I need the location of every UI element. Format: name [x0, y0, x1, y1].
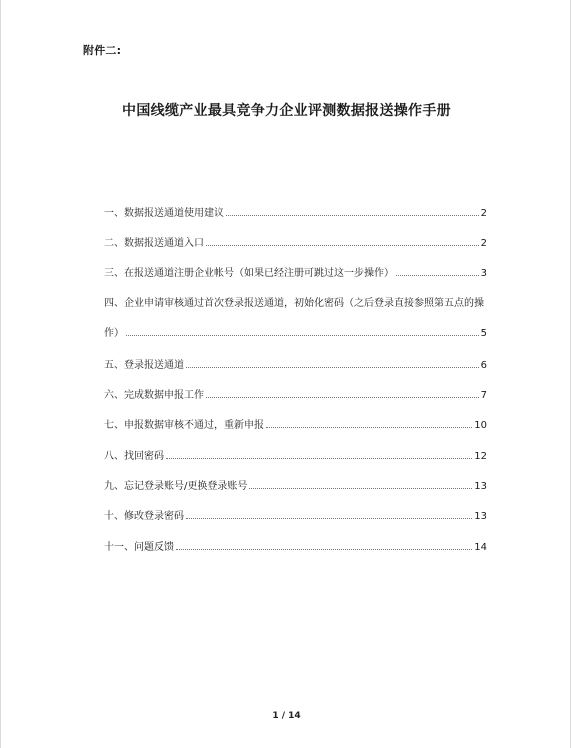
toc-entry-text: 七、申报数据审核不通过，重新申报	[104, 420, 264, 431]
toc-entry-text: 三、在报送通道注册企业帐号（如果已经注册可跳过这一步操作）	[104, 268, 394, 279]
toc-page-number: 12	[474, 451, 487, 462]
toc-entry-2[interactable]	[104, 237, 487, 251]
toc-entry-6[interactable]	[104, 389, 487, 403]
toc-page-number: 5	[480, 328, 487, 339]
toc-leader-dots	[249, 488, 472, 489]
toc-entry-text: 六、完成数据申报工作	[104, 390, 204, 401]
toc-leader-dots	[186, 367, 479, 368]
toc-leader-dots	[226, 215, 479, 216]
toc-entry-text: 十一、问题反馈	[104, 542, 174, 553]
toc-page-number: 14	[474, 542, 487, 553]
document-title: 中国线缆产业最具竞争力企业评测数据报送操作手册	[122, 103, 451, 119]
toc-page-number: 2	[480, 208, 487, 219]
toc-entry-text: 十、修改登录密码	[104, 511, 184, 522]
toc-entry-1[interactable]	[104, 207, 487, 221]
toc-page-number: 13	[474, 481, 487, 492]
toc-page-number: 2	[480, 238, 487, 249]
toc-entry-text: 九、忘记登录账号/更换登录账号	[104, 481, 248, 492]
page-number-footer: 1 / 14	[272, 711, 301, 721]
toc-leader-dots	[166, 458, 472, 459]
toc-entry-text: 一、数据报送通道使用建议	[104, 208, 224, 219]
toc-leader-dots	[206, 245, 479, 246]
attachment-label: 附件二:	[83, 44, 122, 57]
toc-leader-dots	[266, 427, 472, 428]
toc-leader-dots	[186, 518, 472, 519]
toc-leader-dots	[126, 335, 479, 336]
toc-page-number: 10	[474, 420, 487, 431]
toc-entry-3[interactable]	[104, 267, 487, 281]
toc-entry-11[interactable]	[104, 541, 487, 555]
toc-entry-text: 五、登录报送通道	[104, 360, 184, 371]
toc-leader-dots	[176, 549, 472, 550]
toc-leader-dots	[206, 397, 479, 398]
toc-entry-8[interactable]	[104, 450, 487, 464]
toc-page-number: 7	[480, 390, 487, 401]
toc-entry-5[interactable]	[104, 359, 487, 373]
toc-entry-10[interactable]	[104, 510, 487, 524]
toc-entry-4[interactable]	[104, 297, 487, 341]
toc-page-number: 3	[480, 268, 487, 279]
toc-entry-7[interactable]	[104, 419, 487, 433]
toc-page-number: 6	[480, 360, 487, 371]
toc-entry-text: 八、找回密码	[104, 451, 164, 462]
toc-entry-9[interactable]	[104, 480, 487, 494]
toc-entry-text-line2: 作）	[104, 328, 124, 339]
toc-entry-text: 二、数据报送通道入口	[104, 238, 204, 249]
toc-entry-text-line1: 四、企业申请审核通过首次登录报送通道，初始化密码（之后登录直接参照第五点的操	[104, 298, 484, 309]
toc-page-number: 13	[474, 511, 487, 522]
toc-leader-dots	[396, 275, 479, 276]
